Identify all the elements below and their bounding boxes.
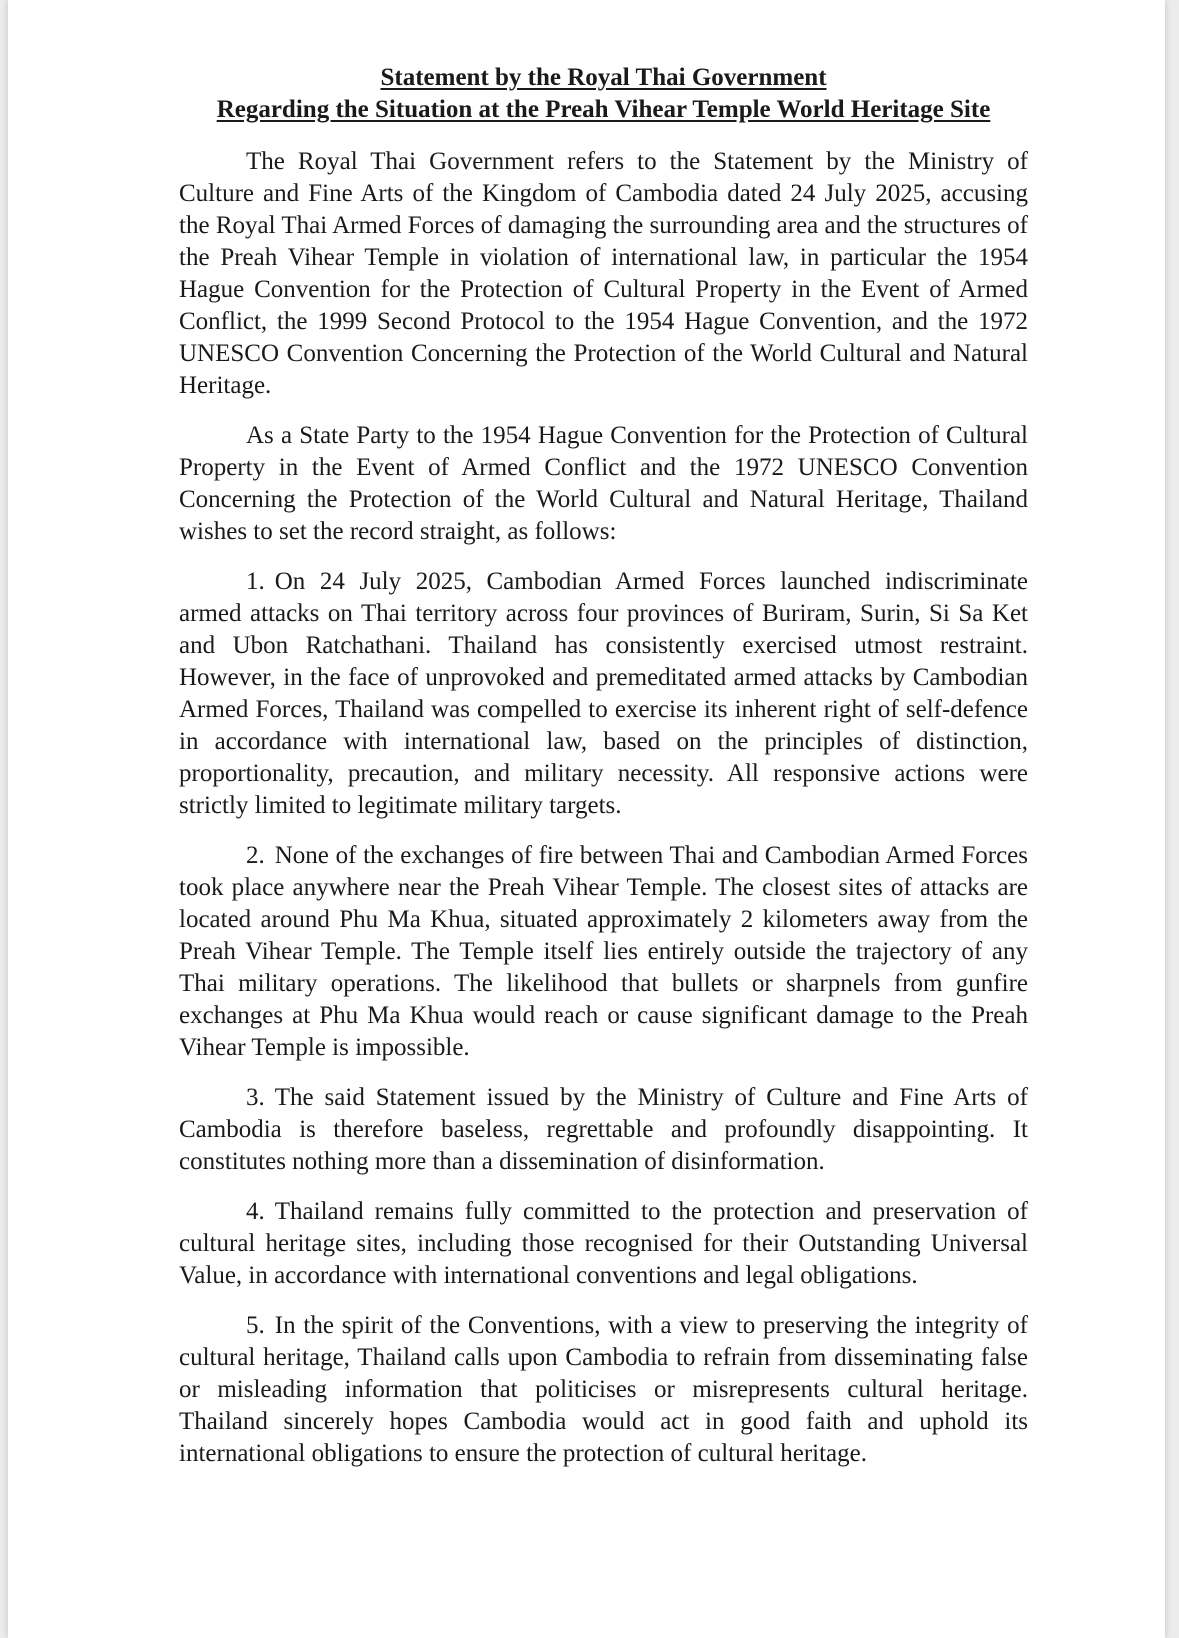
- point-number: 4.: [246, 1198, 265, 1225]
- numbered-point: [179, 1310, 1028, 1470]
- point-number: 2.: [246, 842, 265, 869]
- point-number: 5.: [246, 1312, 265, 1339]
- record-paragraph: As a State Party to the 1954 Hague Convention for the Protection of Cultural Property in the Event of Armed Conflict and the 1972 UNESCO Convention Concerning the Protection of the World Cultural and Natural Heritage, Thailand wishes to set the record straight, as follows:: [179, 422, 1028, 545]
- point-number: 3.: [246, 1084, 265, 1111]
- document-title: [179, 62, 1028, 126]
- title-line-1: Statement by the Royal Thai Government: [380, 64, 827, 91]
- numbered-point: [179, 1196, 1028, 1292]
- numbered-point: [179, 566, 1028, 822]
- numbered-point: [179, 1082, 1028, 1178]
- numbered-point: [179, 840, 1028, 1064]
- point-text: None of the exchanges of fire between Thai and Cambodian Armed Forces took place anywhere near the Preah Vihear Temple. The closest sites of attacks are located around Phu Ma Khua, situated approximately 2 kilometers away from the Preah Vihear Temple. The Temple itself lies entirely outside the trajectory of any Thai military operations. The likelihood that bullets or sharpnels from gunfire exchanges at Phu Ma Khua would reach or cause significant damage to the Preah Vihear Temple is impossible.: [179, 842, 1028, 1061]
- point-number: 1.: [246, 568, 265, 595]
- point-text: On 24 July 2025, Cambodian Armed Forces launched indiscriminate armed attacks on Thai territory across four provinces of Buriram, Surin, Si Sa Ket and Ubon Ratchathani. Thailand has consistently exercised utmost restraint. However, in the face of unprovoked and premeditated armed attacks by Cambodian Armed Forces, Thailand was compelled to exercise its inherent right of self-defence in accordance with international law, based on the principles of distinction, proportionality, precaution, and military necessity. All responsive actions were strictly limited to legitimate military targets.: [179, 568, 1028, 819]
- document-page: [8, 0, 1165, 1638]
- point-text: In the spirit of the Conventions, with a view to preserving the integrity of cultural heritage, Thailand calls upon Cambodia to refrain from disseminating false or misleading information that politicises or misrepresents cultural heritage. Thailand sincerely hopes Cambodia would act in good faith and uphold its international obligations to ensure the protection of cultural heritage.: [179, 1312, 1028, 1467]
- point-text: Thailand remains fully committed to the protection and preservation of cultural heritage sites, including those recognised for their Outstanding Universal Value, in accordance with international conventions and legal obligations.: [179, 1198, 1028, 1289]
- point-text: The said Statement issued by the Ministry of Culture and Fine Arts of Cambodia is therefore baseless, regrettable and profoundly disappointing. It constitutes nothing more than a dissemination of disinformation.: [179, 1084, 1028, 1175]
- document-body: [179, 62, 1028, 1470]
- title-line-2: Regarding the Situation at the Preah Vihear Temple World Heritage Site: [216, 96, 991, 123]
- intro-paragraph: The Royal Thai Government refers to the Statement by the Ministry of Culture and Fine Arts of the Kingdom of Cambodia dated 24 July 2025, accusing the Royal Thai Armed Forces of damaging the surrounding area and the structures of the Preah Vihear Temple in violation of international law, in particular the 1954 Hague Convention for the Protection of Cultural Property in the Event of Armed Conflict, the 1999 Second Protocol to the 1954 Hague Convention, and the 1972 UNESCO Convention Concerning the Protection of the World Cultural and Natural Heritage.: [179, 148, 1028, 399]
